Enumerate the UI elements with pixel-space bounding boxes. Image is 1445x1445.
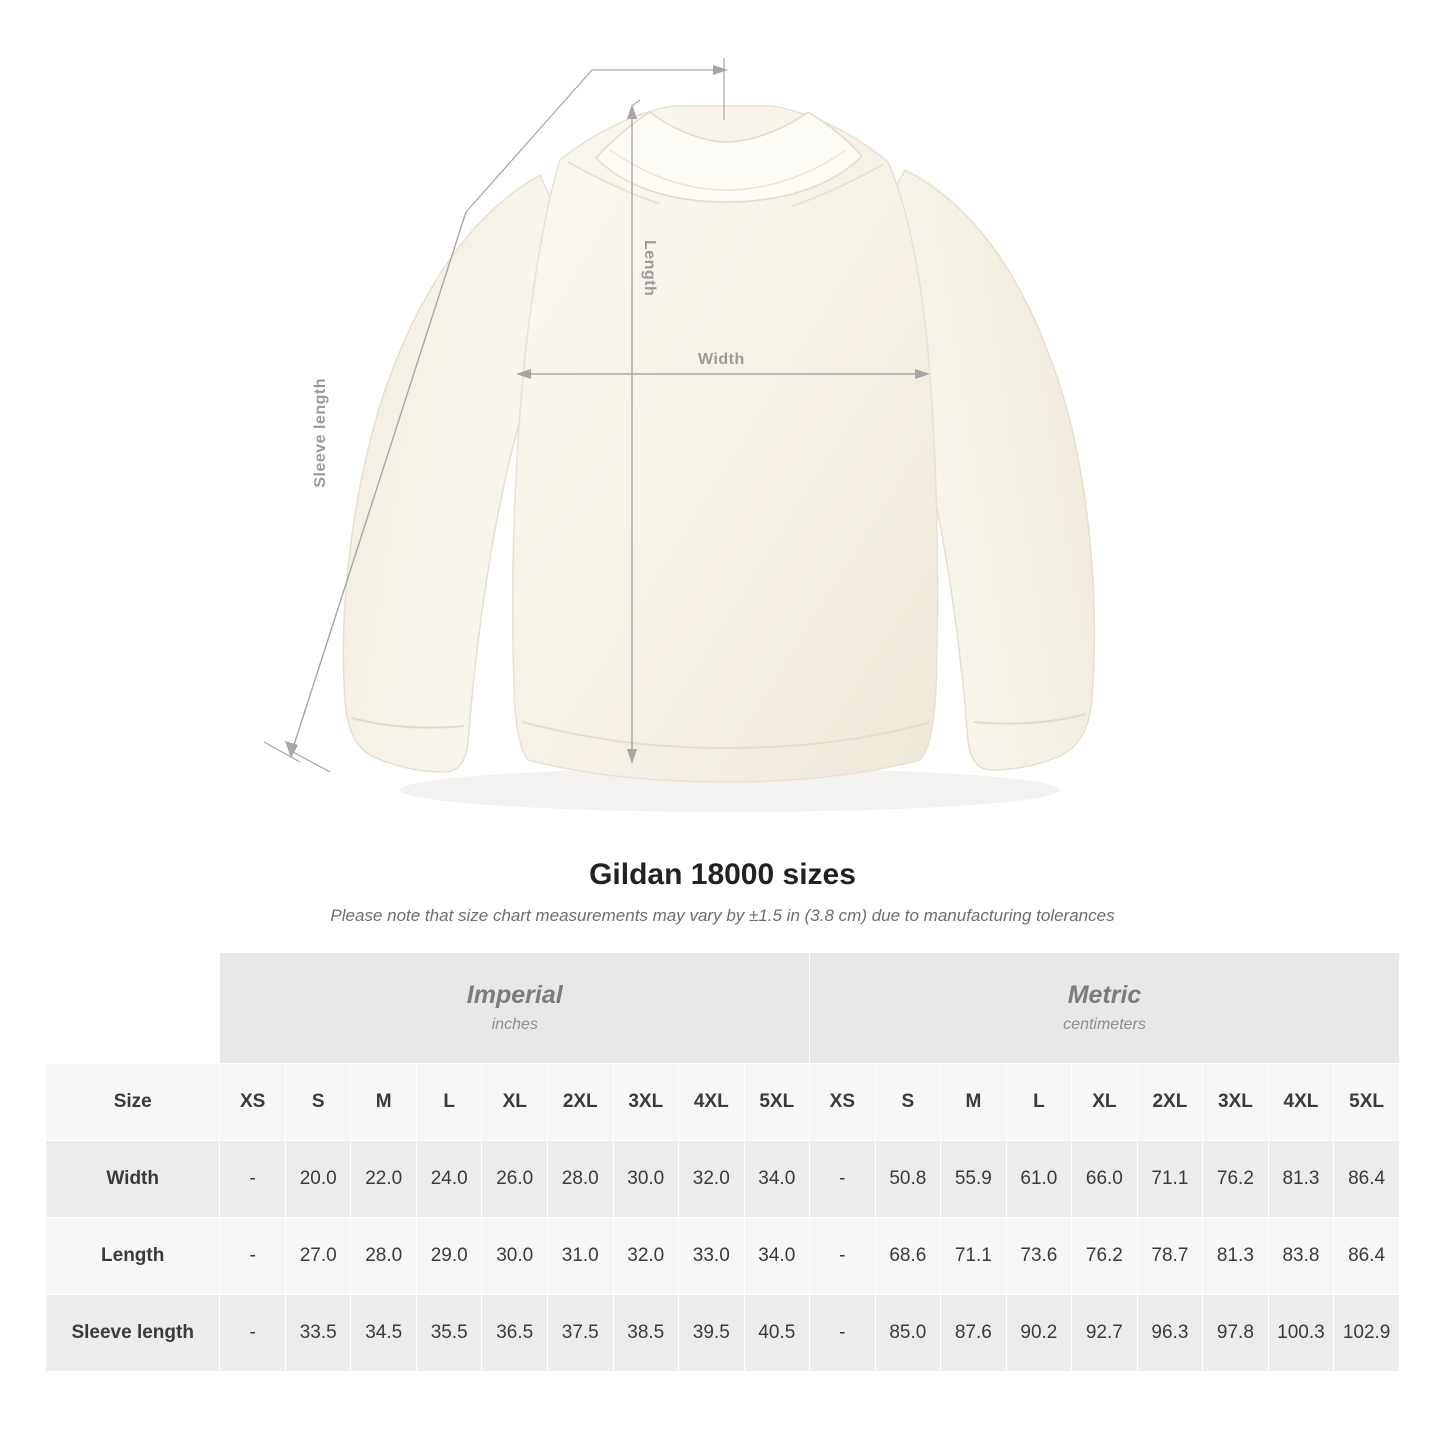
cell-sleeve-met-xs: - [810,1295,876,1372]
cell-width-met-m: 55.9 [941,1141,1007,1218]
cell-width-imp-2xl: 28.0 [547,1141,613,1218]
cell-length-met-4xl: 83.8 [1268,1218,1334,1295]
column-header-imp-2xl: 2XL [547,1064,613,1141]
column-header-imp-m: M [351,1064,417,1141]
cell-width-imp-4xl: 32.0 [679,1141,745,1218]
column-header-met-xl: XL [1072,1064,1138,1141]
cell-length-met-xs: - [810,1218,876,1295]
cell-length-met-s: 68.6 [875,1218,941,1295]
column-header-met-m: M [941,1064,1007,1141]
column-header-met-3xl: 3XL [1203,1064,1269,1141]
tolerance-note: Please note that size chart measurements may vary by ±1.5 in (3.8 cm) due to manufacturing tolerances [330,906,1115,925]
metric-name: Metric [1067,981,1142,1010]
column-header-met-l: L [1006,1064,1072,1141]
cell-width-imp-3xl: 30.0 [613,1141,679,1218]
cell-length-met-xl: 76.2 [1072,1218,1138,1295]
cell-sleeve-met-5xl: 102.9 [1334,1295,1400,1372]
cell-length-imp-m: 28.0 [351,1218,417,1295]
cell-sleeve-met-2xl: 96.3 [1137,1295,1203,1372]
length-top-tick [632,100,640,106]
cell-sleeve-imp-3xl: 38.5 [613,1295,679,1372]
sleeve-length-label: Sleeve length [312,378,329,488]
cell-width-met-xs: - [810,1141,876,1218]
size-table [45,952,1400,1372]
unit-corner-cell [46,953,220,1064]
cell-length-imp-2xl: 31.0 [547,1218,613,1295]
cell-length-imp-l: 29.0 [416,1218,482,1295]
cell-width-imp-5xl: 34.0 [744,1141,810,1218]
cell-width-met-2xl: 71.1 [1137,1141,1203,1218]
shoulder-leader-arrow [713,65,728,75]
column-header-met-xs: XS [810,1064,876,1141]
row-label-width: Width [46,1141,220,1218]
length-label: Length [641,240,658,297]
column-header-imp-5xl: 5XL [744,1064,810,1141]
cell-length-met-5xl: 86.4 [1334,1218,1400,1295]
column-header-size: Size [46,1064,220,1141]
column-header-met-2xl: 2XL [1137,1064,1203,1141]
cell-sleeve-met-4xl: 100.3 [1268,1295,1334,1372]
cell-width-imp-s: 20.0 [285,1141,351,1218]
cell-sleeve-met-3xl: 97.8 [1203,1295,1269,1372]
cell-sleeve-met-l: 90.2 [1006,1295,1072,1372]
cell-length-imp-4xl: 33.0 [679,1218,745,1295]
cell-length-imp-3xl: 32.0 [613,1218,679,1295]
cell-length-imp-s: 27.0 [285,1218,351,1295]
cell-sleeve-met-xl: 92.7 [1072,1295,1138,1372]
cell-width-met-5xl: 86.4 [1334,1141,1400,1218]
cell-length-met-m: 71.1 [941,1218,1007,1295]
imperial-sub: inches [491,1015,538,1033]
cell-length-imp-xl: 30.0 [482,1218,548,1295]
cell-sleeve-imp-s: 33.5 [285,1295,351,1372]
metric-sub: centimeters [1063,1015,1146,1033]
cell-sleeve-imp-2xl: 37.5 [547,1295,613,1372]
cell-sleeve-imp-m: 34.5 [351,1295,417,1372]
sleeve-arrow-bottom [285,741,298,758]
cell-width-met-4xl: 81.3 [1268,1141,1334,1218]
metric-header [810,953,1400,1064]
cell-sleeve-met-m: 87.6 [941,1295,1007,1372]
column-header-imp-xl: XL [482,1064,548,1141]
page-title: Gildan 18000 sizes [589,858,856,891]
cell-width-met-xl: 66.0 [1072,1141,1138,1218]
body [513,106,938,782]
table-row [46,1295,1400,1372]
column-header-imp-4xl: 4XL [679,1064,745,1141]
cell-width-imp-xl: 26.0 [482,1141,548,1218]
imperial-header [220,953,810,1064]
cell-width-imp-m: 22.0 [351,1141,417,1218]
row-label-length: Length [46,1218,220,1295]
imperial-name: Imperial [466,981,563,1010]
cell-length-met-2xl: 78.7 [1137,1218,1203,1295]
cell-sleeve-imp-5xl: 40.5 [744,1295,810,1372]
cell-width-met-3xl: 76.2 [1203,1141,1269,1218]
size-header-row [46,1064,1400,1141]
cell-length-imp-xs: - [220,1218,286,1295]
column-header-met-5xl: 5XL [1334,1064,1400,1141]
cell-width-met-s: 50.8 [875,1141,941,1218]
cell-sleeve-imp-xs: - [220,1295,286,1372]
cell-width-met-l: 61.0 [1006,1141,1072,1218]
sleeve-extension-line [293,752,330,772]
table-row [46,1141,1400,1218]
cell-width-imp-l: 24.0 [416,1141,482,1218]
column-header-met-s: S [875,1064,941,1141]
column-header-imp-xs: XS [220,1064,286,1141]
cell-length-met-l: 73.6 [1006,1218,1072,1295]
size-table-wrapper [0,952,1445,1372]
row-label-sleeve-length: Sleeve length [46,1295,220,1372]
column-header-imp-3xl: 3XL [613,1064,679,1141]
cell-sleeve-imp-4xl: 39.5 [679,1295,745,1372]
cell-length-imp-5xl: 34.0 [744,1218,810,1295]
column-header-met-4xl: 4XL [1268,1064,1334,1141]
length-arrow-top [627,104,637,119]
column-header-imp-l: L [416,1064,482,1141]
cell-sleeve-imp-xl: 36.5 [482,1295,548,1372]
column-header-imp-s: S [285,1064,351,1141]
table-row [46,1218,1400,1295]
cell-length-met-3xl: 81.3 [1203,1218,1269,1295]
unit-header-row [46,953,1400,1064]
width-label: Width [698,351,745,368]
cell-width-imp-xs: - [220,1141,286,1218]
cell-sleeve-imp-l: 35.5 [416,1295,482,1372]
cell-sleeve-met-s: 85.0 [875,1295,941,1372]
